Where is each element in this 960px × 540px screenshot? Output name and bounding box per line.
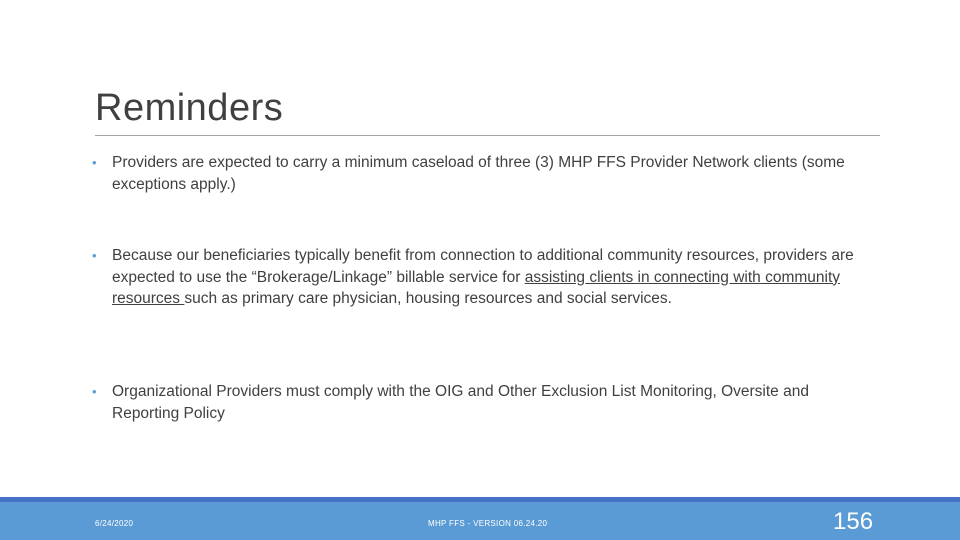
bullet-text-pre: Because our beneficiaries typically benefit from connection to additional community resources, providers are expected to use the “Brokerage/Linkage” billable service for bbox=[112, 247, 854, 286]
bullet-icon: • bbox=[92, 155, 97, 170]
bullet-item-oig-policy bbox=[92, 381, 872, 424]
footer-version: MHP FFS - VERSION 06.24.20 bbox=[428, 519, 548, 528]
title-divider bbox=[95, 135, 880, 136]
bullet-item-brokerage bbox=[92, 245, 872, 310]
bullet-icon: • bbox=[92, 248, 97, 263]
page-number: 156 bbox=[833, 508, 874, 535]
slide-title: Reminders bbox=[95, 87, 284, 129]
bullet-text-post: such as primary care physician, housing resources and social services. bbox=[184, 290, 672, 307]
bullet-item-caseload bbox=[92, 152, 872, 195]
bullet-text: Providers are expected to carry a minimum caseload of three (3) MHP FFS Provider Network clients (some exceptions apply.) bbox=[112, 154, 845, 193]
bullet-text-underlined: assisting clients in connecting with community resources bbox=[112, 268, 841, 307]
footer-date: 6/24/2020 bbox=[95, 519, 134, 528]
bullet-icon: • bbox=[92, 384, 97, 399]
bullet-text: Organizational Providers must comply with the OIG and Other Exclusion List Monitoring, Oversite and Reporting Policy bbox=[112, 383, 809, 422]
